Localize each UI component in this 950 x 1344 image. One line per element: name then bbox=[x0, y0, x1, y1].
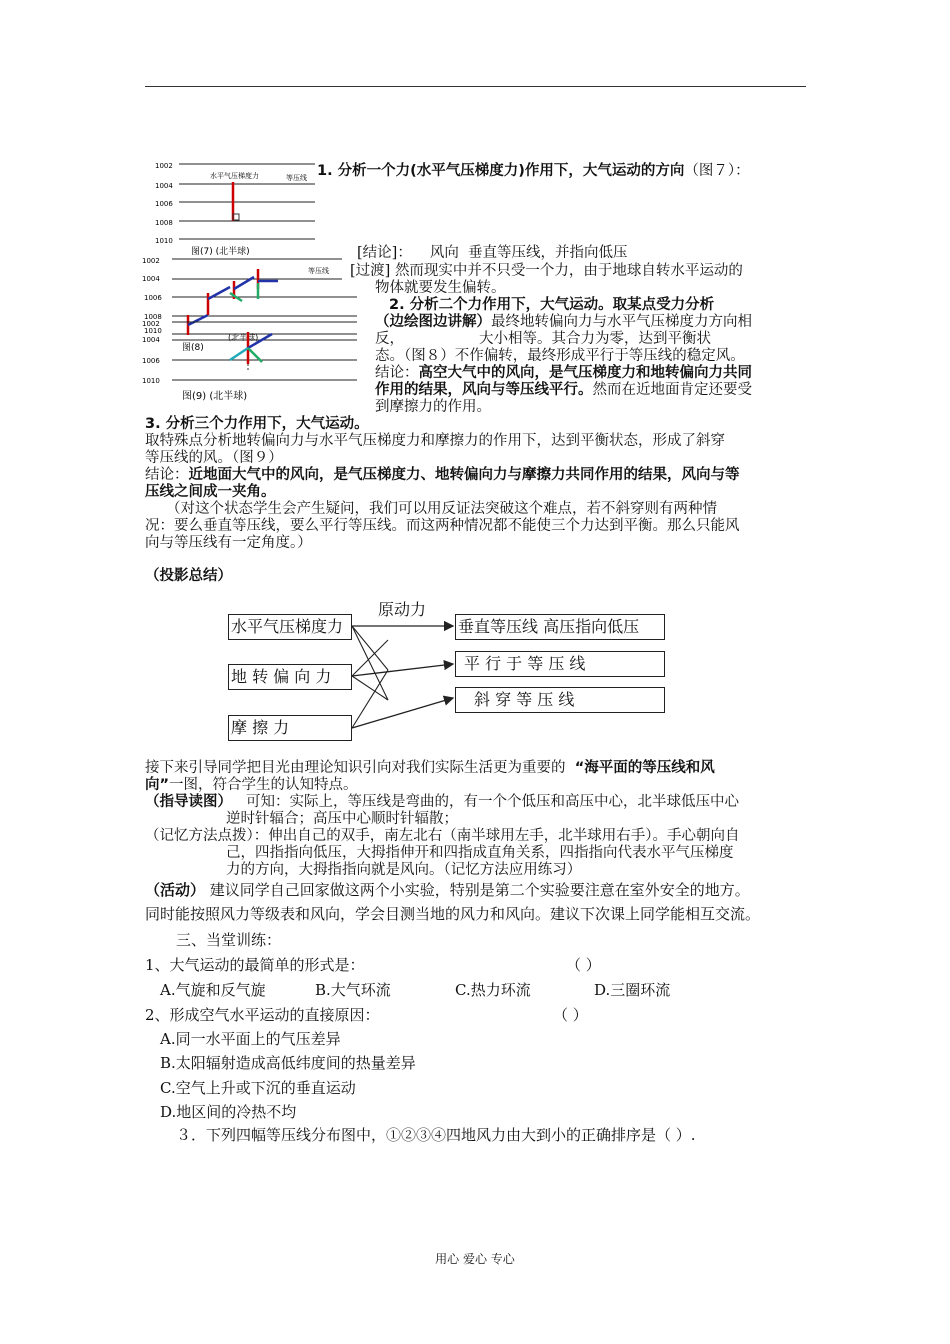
section-1-title: 1. 分析一个力(水平气压梯度力)作用下，大气运动的方向 bbox=[317, 163, 685, 179]
conclusion-2-rest: 然而在近地面肯定还要受 bbox=[592, 382, 752, 398]
activity-line-1 bbox=[145, 882, 750, 899]
fig7-tick: 1008 bbox=[155, 219, 173, 227]
activity-tag: （活动） bbox=[145, 881, 206, 899]
memory-line-2: 己，四指指向低压，大拇指伸开和四指成直角关系，四指指向代表水平气压梯度 bbox=[226, 845, 734, 861]
section-2-text-1: 最终地转偏向力与水平气压梯度力方向相 bbox=[491, 314, 752, 330]
fig7-tick: 1002 bbox=[155, 162, 173, 170]
q2-option-b[interactable]: B.太阳辐射造成高低纬度间的热量差异 bbox=[160, 1054, 416, 1072]
section-2-text-2b: 大小相等。其合力为零，达到平衡状 bbox=[479, 331, 711, 347]
training-title: 三、当堂训练： bbox=[176, 931, 282, 949]
fig8-tick: 1006 bbox=[144, 294, 162, 302]
fig7-tick: 1010 bbox=[155, 237, 173, 245]
next-line-1 bbox=[145, 760, 715, 777]
next-text-2a: 向” bbox=[145, 777, 170, 793]
activity-line-2: 同时能按照风力等级表和风向，学会目测当地的风力和风向。建议下次课上同学能相互交流。 bbox=[145, 905, 761, 923]
header-rule bbox=[145, 86, 806, 87]
q2-option-c[interactable]: C.空气上升或下沉的垂直运动 bbox=[160, 1079, 356, 1097]
flow-diagram bbox=[228, 600, 668, 745]
fig8-tick: 1004 bbox=[142, 275, 160, 283]
flow-node-parallel: 平 行 于 等 压 线 bbox=[455, 651, 665, 677]
conclusion-3-bold-1: 近地面大气中的风向，是气压梯度力、地转偏向力与摩擦力共同作用的结果，风向与等 bbox=[188, 467, 740, 483]
section-3-title: 3. 分析三个力作用下，大气运动。 bbox=[145, 416, 369, 432]
fig9-caption: 图(9) (北半球) bbox=[182, 391, 248, 402]
section-1-line bbox=[317, 163, 750, 180]
conclusion-2-tag: 结论： bbox=[375, 365, 419, 381]
q1-option-a[interactable]: A.气旋和反气旋 bbox=[160, 981, 266, 999]
flow-node-oblique: 斜 穿 等 压 线 bbox=[455, 687, 665, 713]
page-footer: 用心 爱心 专心 bbox=[435, 1252, 515, 1266]
conclusion-2-bold-2: 作用的结果，风向与等压线平行。 bbox=[375, 382, 593, 398]
fig9-tick: 1004 bbox=[142, 336, 160, 344]
section-2-title: 2. 分析二个力作用下，大气运动。取某点受力分析 bbox=[389, 297, 715, 313]
fig9-tick: 1010 bbox=[142, 377, 160, 385]
q1-option-c[interactable]: C.热力环流 bbox=[455, 981, 531, 999]
activity-text-1: 建议同学自己回家做这两个小实验，特别是第二个实验要注意在室外安全的地方。 bbox=[209, 881, 750, 899]
figure-9-svg bbox=[142, 318, 362, 404]
next-text-2b: 一图，符合学生的认知特点。 bbox=[169, 777, 358, 793]
next-line-2 bbox=[145, 777, 358, 794]
fig8-tick: 1002 bbox=[142, 257, 160, 265]
fig9-tick: 1002 bbox=[142, 320, 160, 328]
conclusion-1-tag: [结论]： bbox=[357, 245, 412, 261]
conclusion-3-line-1 bbox=[145, 467, 740, 484]
memory-line-1: （记忆方法点拨）：伸出自己的双手，南左北右（南半球用左手，北半球用右手）。手心朝向自 bbox=[145, 828, 740, 844]
note-line-1: （对这个状态学生会产生疑问，我们可以用反证法突破这个难点，若不斜穿则有两种情 bbox=[166, 501, 717, 517]
section-2-text-2a: 反， bbox=[375, 331, 404, 347]
section-3-line-1: 取特殊点分析地转偏向力与水平气压梯度力和摩擦力的作用下，达到平衡状态，形成了斜穿 bbox=[145, 433, 725, 449]
figure-7 bbox=[155, 158, 325, 258]
q1-option-d[interactable]: D.三圈环流 bbox=[594, 981, 671, 999]
fig8-tick: 1010 bbox=[144, 327, 162, 335]
conclusion-2-bold-1: 高空大气中的风向，是气压梯度力和地转偏向力共同 bbox=[418, 365, 752, 381]
fig7-caption: 图(7) (北半球) bbox=[191, 247, 250, 257]
flow-label-driving-force: 原动力 bbox=[378, 600, 427, 619]
flow-node-friction: 摩 擦 力 bbox=[228, 715, 352, 741]
figure-7-svg bbox=[155, 158, 325, 258]
section-1-ref: （图７）： bbox=[684, 163, 750, 179]
conclusion-3-tag: 结论： bbox=[145, 467, 189, 483]
fig8-tick: 1008 bbox=[144, 313, 162, 321]
fig7-isobar-label: 等压线 bbox=[286, 174, 307, 182]
question-2: 2、形成空气水平运动的直接原因： bbox=[145, 1006, 380, 1024]
figure-9 bbox=[142, 318, 362, 404]
fig9-tick: 1006 bbox=[142, 357, 160, 365]
guide-tag: （指导读图） bbox=[145, 794, 232, 810]
note-line-3: 向与等压线有一定角度。） bbox=[145, 535, 312, 551]
next-text-1a: 接下来引导同学把目光由理论知识引向对我们实际生活更为重要的 bbox=[145, 760, 566, 776]
conclusion-1-word: 风向 bbox=[429, 245, 459, 261]
guide-text-1: 可知：实际上，等压线是弯曲的，有一个个低压和高压中心，北半球低压中心 bbox=[246, 794, 739, 810]
section-2-line-2 bbox=[375, 331, 711, 348]
conclusion-1 bbox=[357, 245, 628, 262]
question-3: ３．下列四幅等压线分布图中，①②③④四地风力由大到小的正确排序是（ ）. bbox=[176, 1126, 696, 1144]
flow-node-coriolis: 地 转 偏 向 力 bbox=[228, 664, 352, 690]
q1-option-b[interactable]: B.大气环流 bbox=[315, 981, 391, 999]
fig8-caption: 图(8) bbox=[182, 343, 204, 353]
memory-line-3: 力的方向，大拇指指向就是风向。（记忆方法应用练习） bbox=[226, 862, 582, 878]
fig7-force-label: 水平气压梯度力 bbox=[210, 172, 259, 180]
transition-text-1: 然而现实中并不只受一个力，由于地球自转水平运动的 bbox=[394, 263, 743, 279]
flow-node-perpendicular: 垂直等压线 高压指向低压 bbox=[455, 614, 665, 640]
conclusion-2-line-1 bbox=[375, 365, 752, 382]
q2-option-d[interactable]: D.地区间的冷热不均 bbox=[160, 1103, 297, 1121]
question-1-blank: （ ） bbox=[566, 956, 601, 974]
guide-line-1 bbox=[145, 794, 739, 811]
note-line-2: 况：要么垂直等压线，要么平行等压线。而这两种情况都不能使三个力达到平衡。那么只能风 bbox=[145, 518, 740, 534]
guide-line-2: 逆时针辐合；高压中心顺时针辐散； bbox=[226, 811, 458, 827]
conclusion-1-text: 垂直等压线，并指向低压 bbox=[468, 245, 628, 261]
section-2-note: （边绘图边讲解） bbox=[375, 314, 491, 330]
transition-line-2: 物体就要发生偏转。 bbox=[375, 280, 506, 296]
q2-option-a[interactable]: A.同一水平面上的气压差异 bbox=[160, 1030, 341, 1048]
question-1: 1、大气运动的最简单的形式是： bbox=[145, 956, 365, 974]
fig8-hemisphere: (北半球) bbox=[228, 333, 259, 342]
conclusion-2-line-2 bbox=[375, 382, 752, 399]
conclusion-2-line-3: 到摩擦力的作用。 bbox=[375, 399, 491, 415]
next-text-1b: “海平面的等压线和风 bbox=[574, 760, 715, 776]
transition-tag: [过渡] bbox=[350, 263, 391, 279]
projection-summary: （投影总结） bbox=[145, 568, 232, 584]
transition-line-1 bbox=[350, 263, 743, 280]
section-2-line-3: 态。（图８）不作偏转，最终形成平行于等压线的稳定风。 bbox=[375, 348, 745, 364]
fig7-tick: 1006 bbox=[155, 200, 173, 208]
section-2-line-1 bbox=[375, 314, 752, 331]
question-2-blank: （ ） bbox=[553, 1006, 588, 1024]
fig8-isobar-label: 等压线 bbox=[308, 267, 329, 275]
flow-node-pressure-gradient: 水平气压梯度力 bbox=[228, 614, 352, 640]
conclusion-3-line-2: 压线之间成一夹角。 bbox=[145, 484, 276, 500]
fig7-tick: 1004 bbox=[155, 182, 173, 190]
section-3-line-2: 等压线的风。（图９） bbox=[145, 450, 283, 466]
